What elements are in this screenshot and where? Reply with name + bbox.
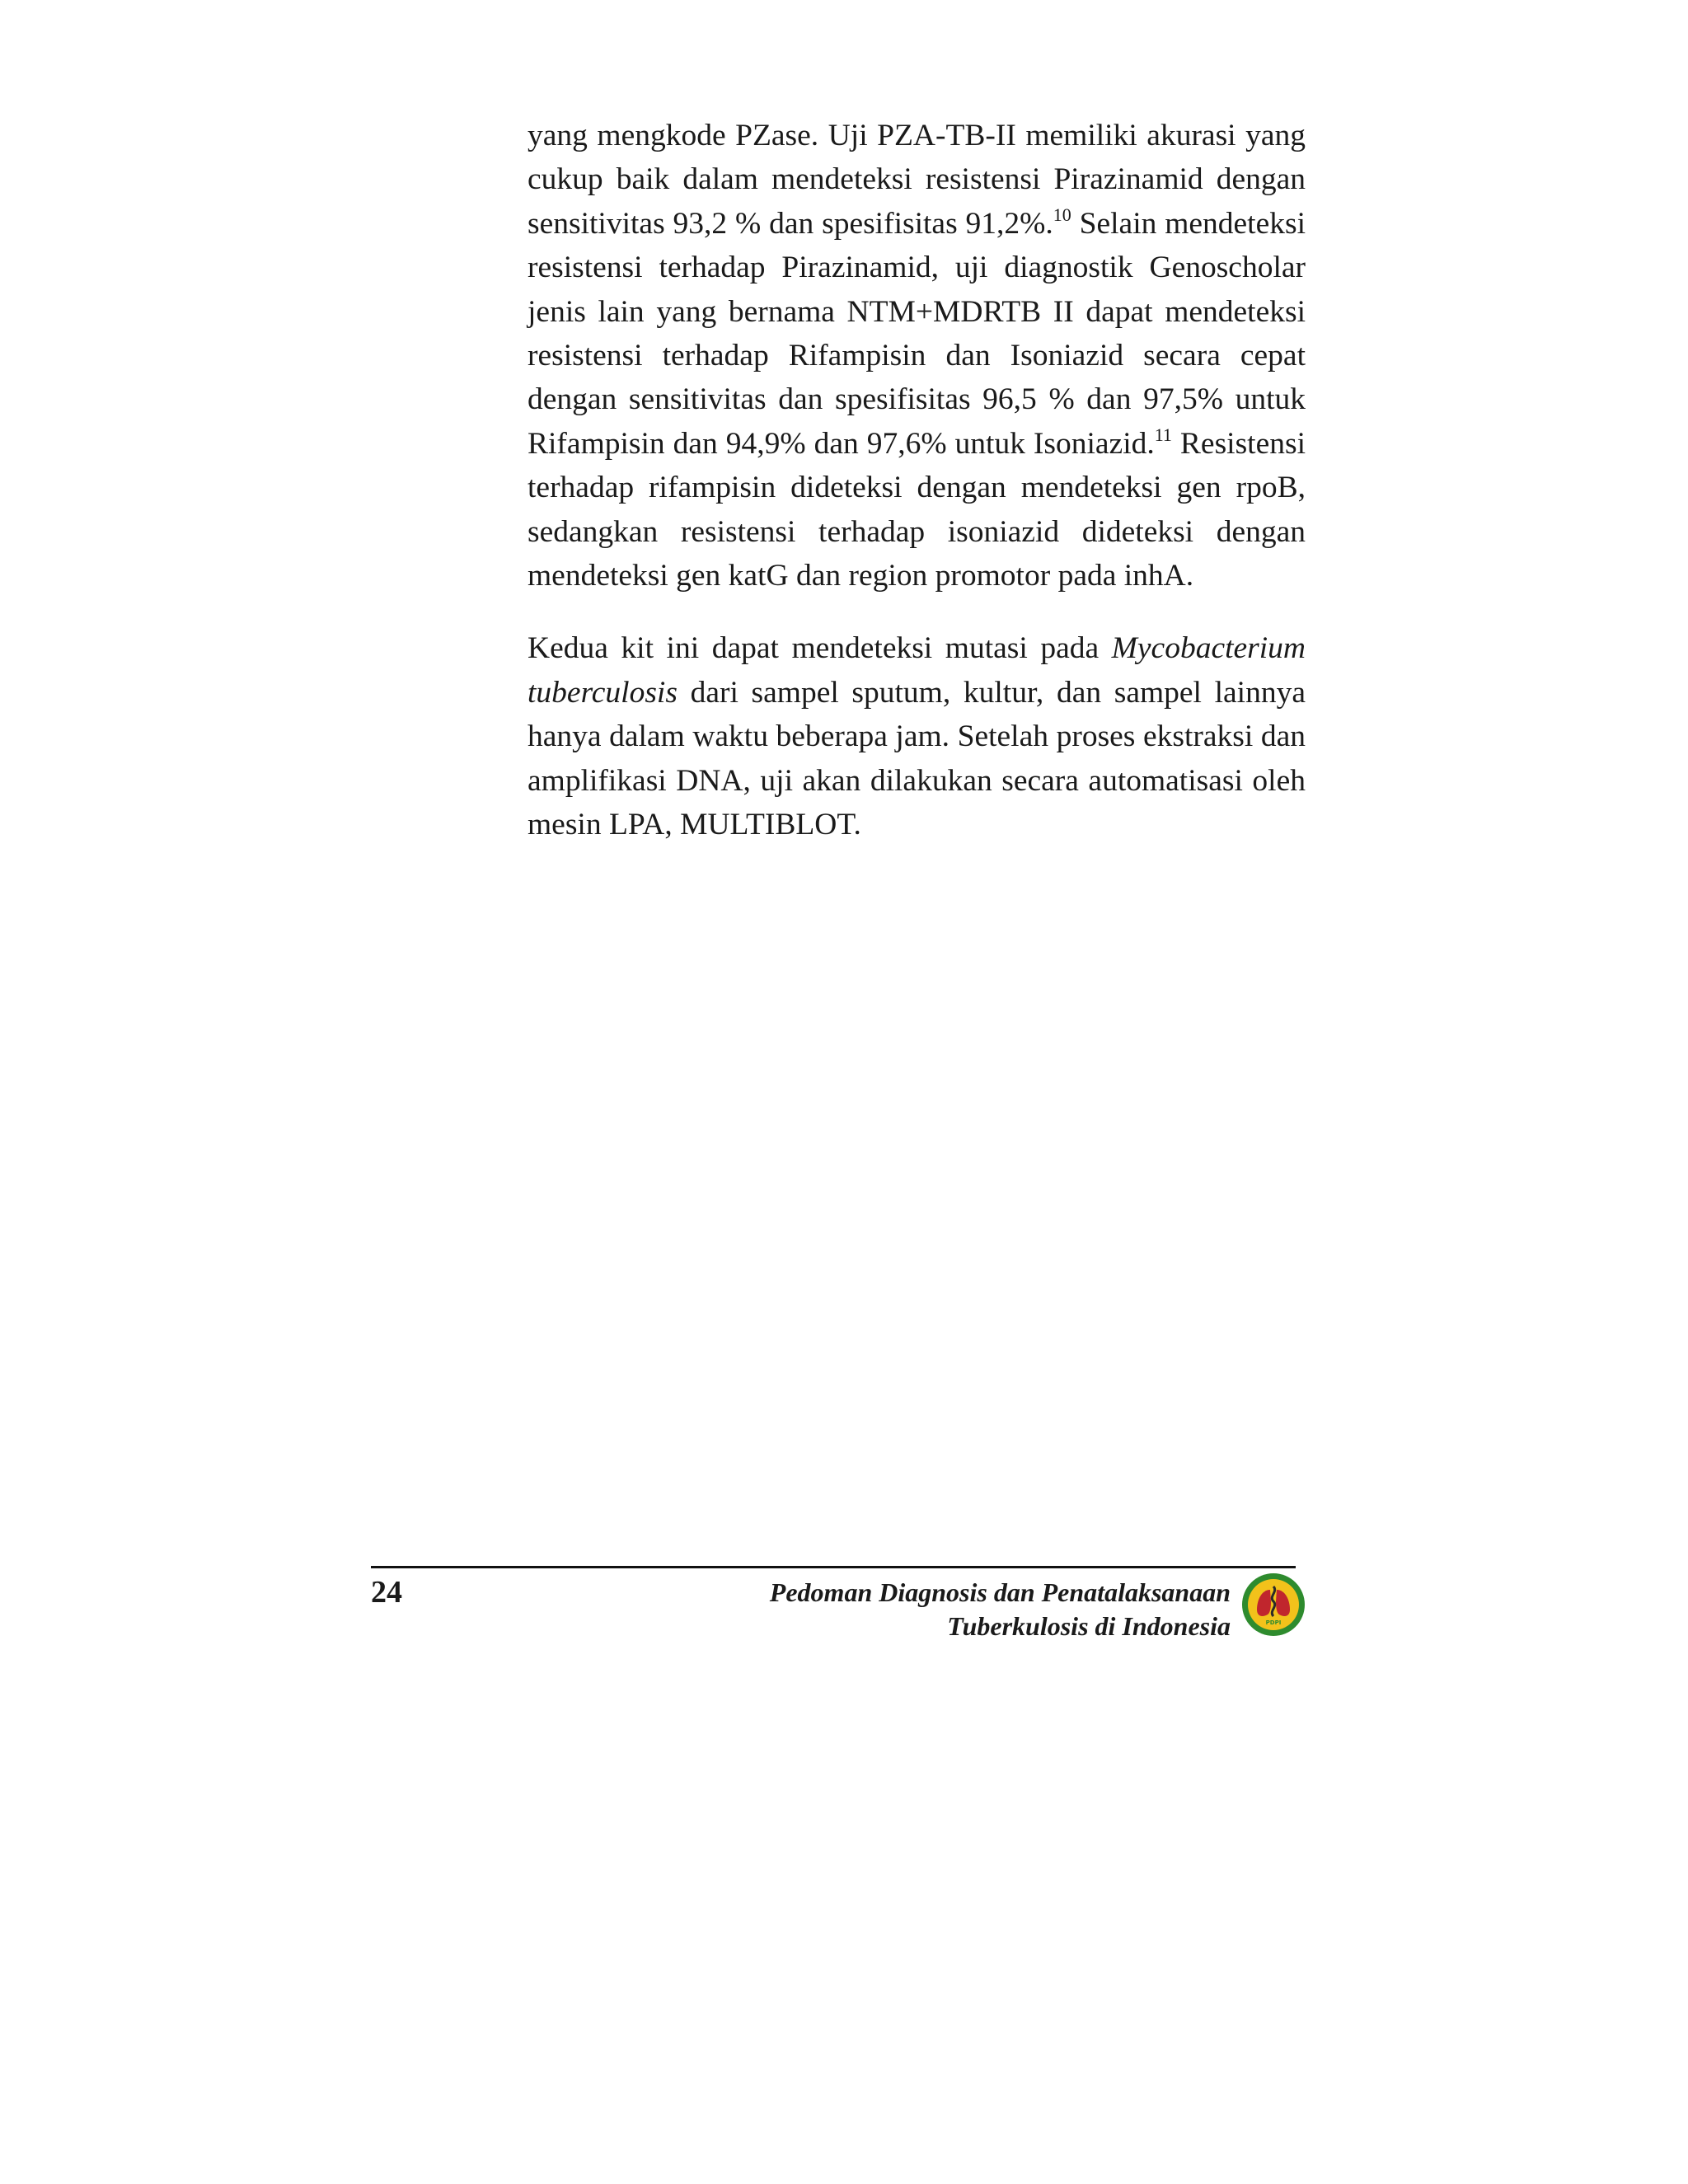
logo-caption: PDPI	[1265, 1619, 1282, 1626]
paragraph-2-part-1: Kedua kit ini dapat mendeteksi mutasi pada	[528, 631, 1112, 666]
pdpi-logo-icon	[1240, 1572, 1306, 1638]
paragraph-2-part-2: dari sampel sputum, kultur, dan sampel lainnya hanya dalam waktu beberapa jam. Setelah proses ekstraksi dan amplifikasi DNA, uji akan dilakukan secara automatisasi oleh mesin LPA, MULTIBLOT.	[528, 675, 1306, 842]
body-text	[528, 114, 1306, 847]
reference-11: 11	[1154, 424, 1172, 445]
paragraph-1-part-1: yang mengkode PZase. Uji PZA-TB-II memiliki akurasi yang cukup baik dalam mendeteksi resistensi Pirazinamid dengan sensitivitas 93,2 % dan spesifisitas 91,2%.	[528, 119, 1306, 241]
paragraph-1-part-2: Selain mendeteksi resistensi terhadap Pirazinamid, uji diagnostik Genoscholar jenis lain yang bernama NTM+MDRTB II dapat mendeteksi resistensi terhadap Rifampisin dan Isoniazid secara cepat dengan sensitivitas dan spesifisitas 96,5 % dan 97,5% untuk Rifampisin dan 94,9% dan 97,6% untuk Isoniazid.	[528, 206, 1306, 461]
reference-10: 10	[1053, 204, 1071, 225]
page-number: 24	[371, 1575, 402, 1610]
paragraph-1	[528, 114, 1306, 598]
footer-title-line-1: Pedoman Diagnosis dan Penatalaksanaan	[769, 1577, 1231, 1607]
footer-divider	[371, 1566, 1296, 1568]
species-name: Mycobacterium tuberculosis	[528, 631, 1306, 710]
footer-title-line-2: Tuberkulosis di Indonesia	[947, 1611, 1231, 1641]
footer-book-title	[770, 1576, 1231, 1643]
paragraph-2	[528, 626, 1306, 846]
paragraph-1-part-3: Resistensi terhadap rifampisin dideteksi dengan mendeteksi gen rpoB, sedangkan resistensi terhadap isoniazid dideteksi dengan mendeteksi gen katG dan region promotor pada inhA.	[528, 426, 1306, 593]
